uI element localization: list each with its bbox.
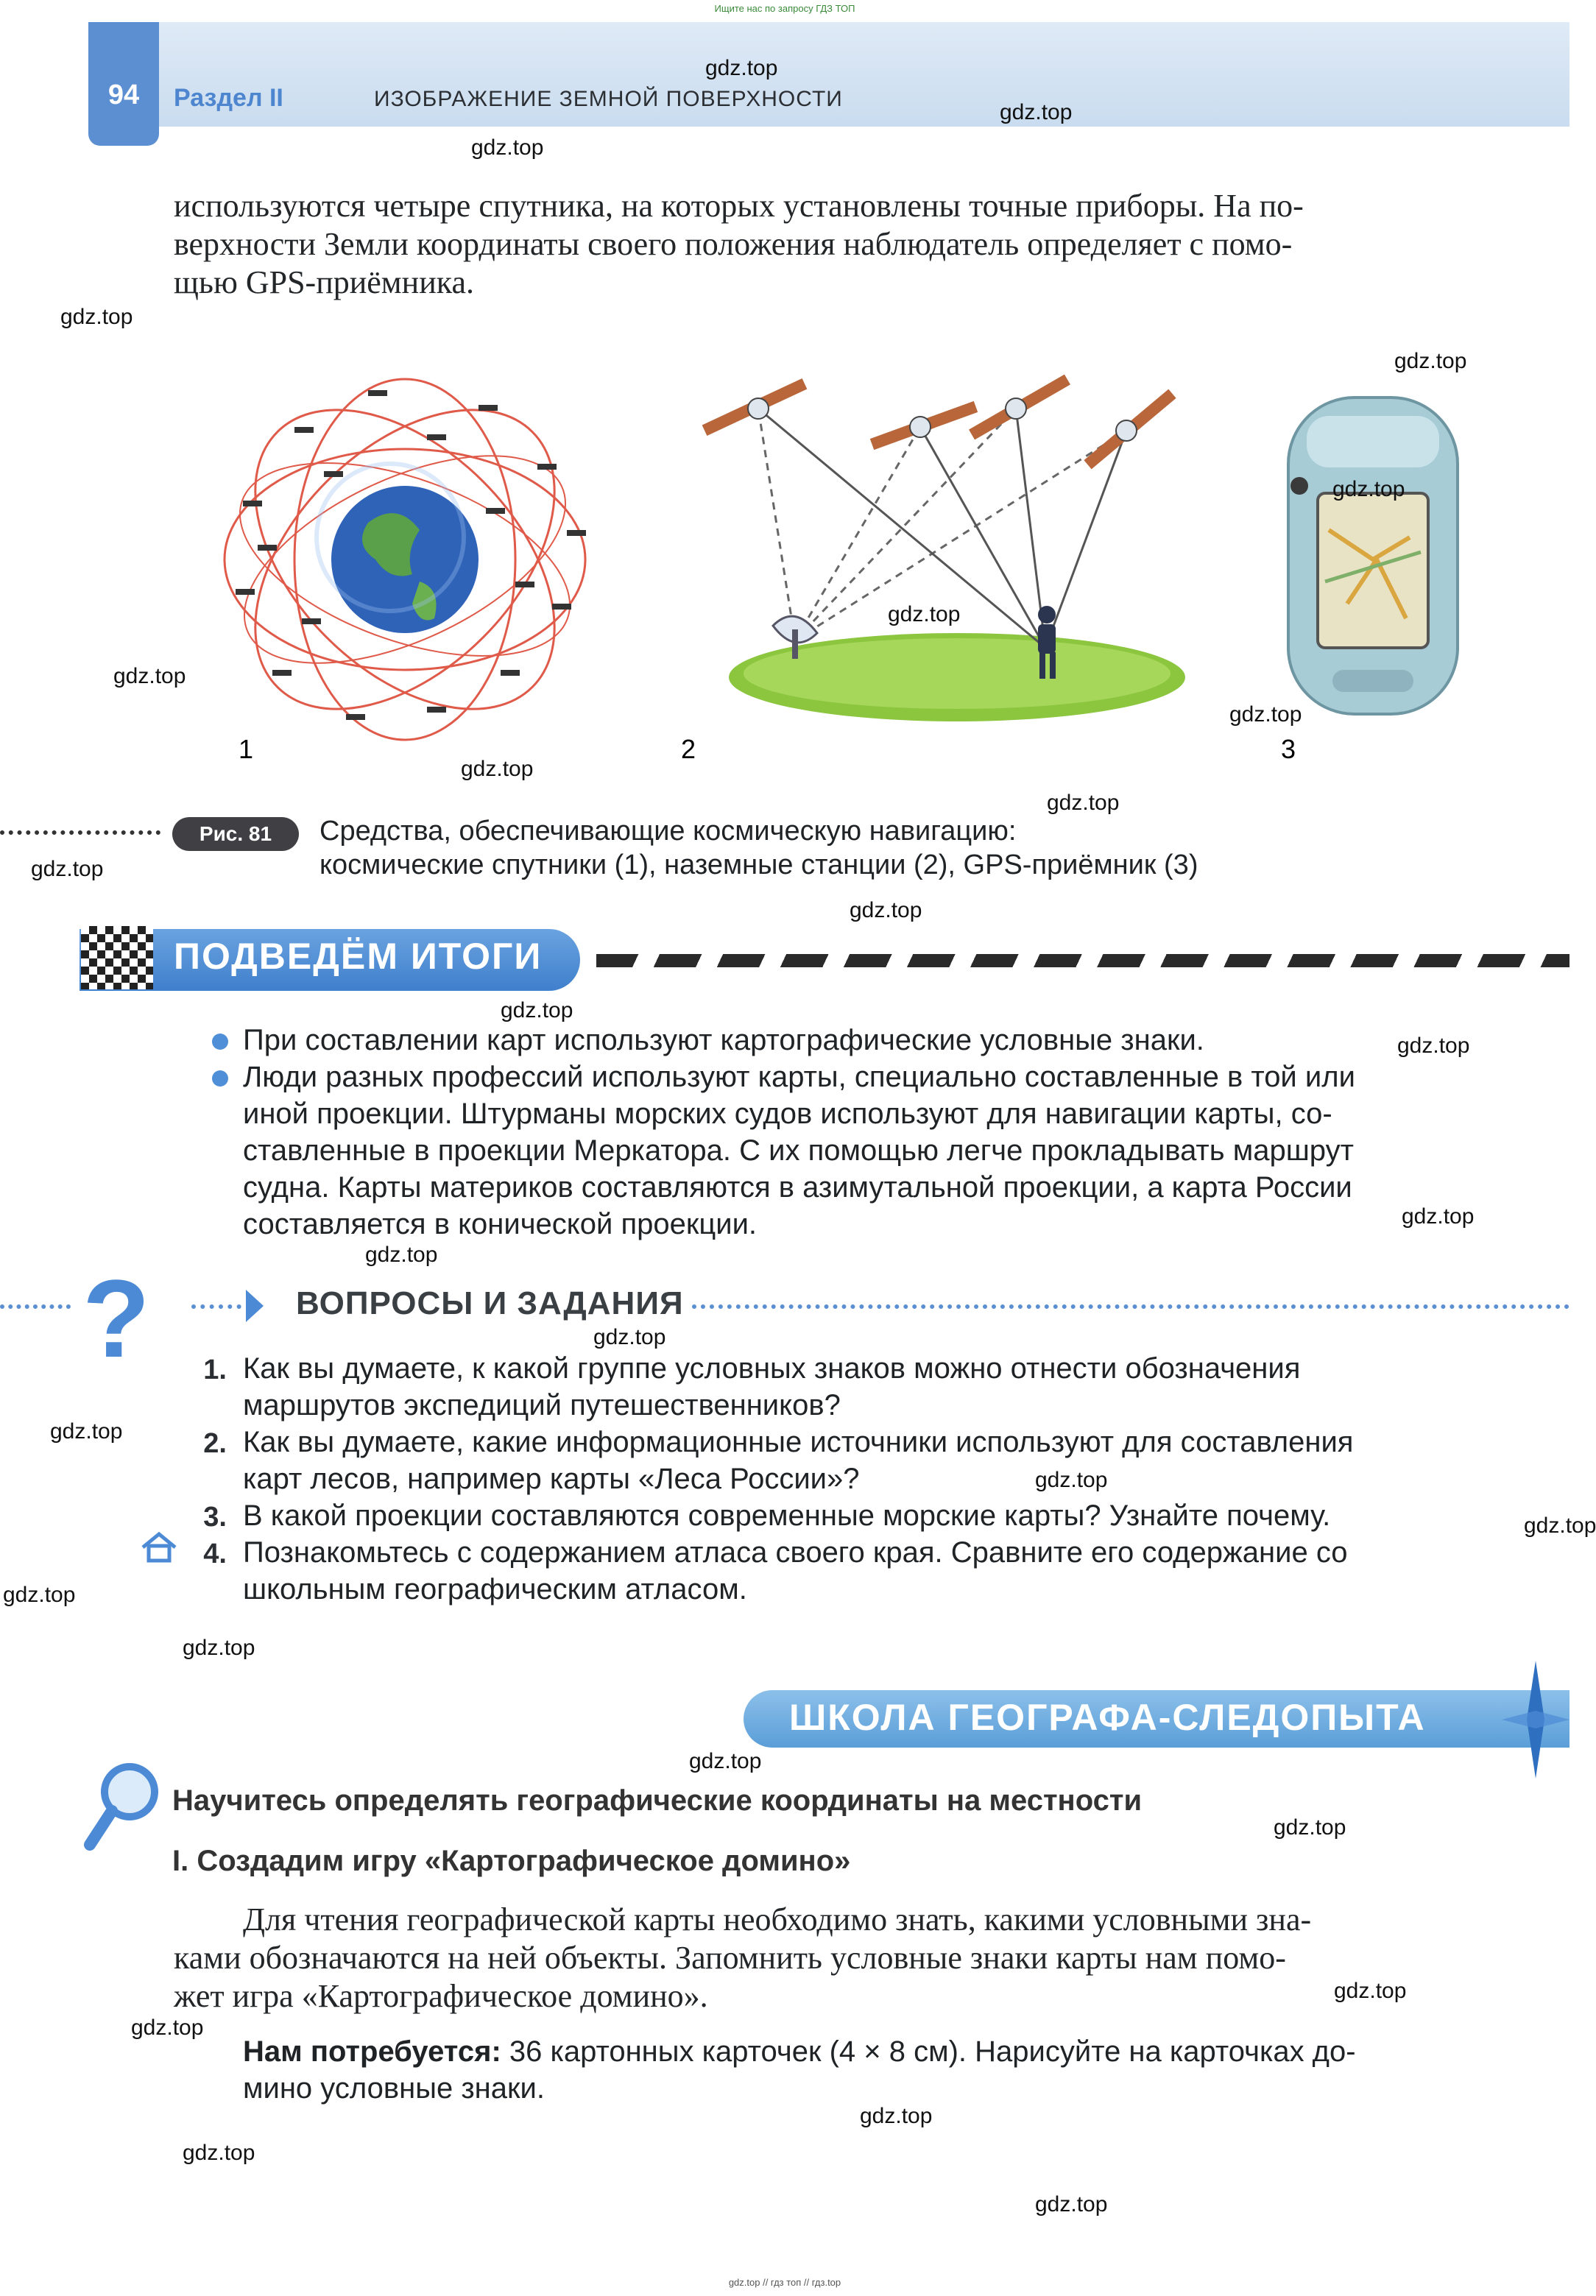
watermark: gdz.top: [1334, 1979, 1407, 2003]
figure-badge: Рис. 81: [172, 817, 299, 851]
school-title: ШКОЛА ГЕОГРАФА-СЛЕДОПЫТА: [789, 1697, 1426, 1738]
watermark: gdz.top: [183, 2141, 255, 2165]
watermark: gdz.top: [461, 757, 534, 781]
question-line: Как вы думаете, какие информационные источники используют для составления: [243, 1426, 1354, 1458]
watermark: gdz.top: [1332, 477, 1405, 501]
checkered-flag-icon: [81, 926, 153, 989]
watermark: gdz.top: [1000, 100, 1073, 124]
top-note: Ищите нас по запросу ГДЗ ТОП: [714, 3, 855, 14]
figure-number-1: 1: [239, 734, 254, 764]
navigation-figure: [184, 361, 1531, 773]
summary-bullet-line: иной проекции. Штурманы морских судов используют для навигации карты, со-: [243, 1098, 1332, 1130]
watermark: gdz.top: [50, 1419, 123, 1444]
question-line: маршрутов экспедиций путешественников?: [243, 1389, 841, 1421]
watermark: gdz.top: [31, 857, 104, 881]
figure-caption-line: Средства, обеспечивающие космическую навигацию:: [319, 816, 1017, 847]
caption-dotted-line: [0, 830, 160, 835]
magnifier-icon: [81, 1759, 162, 1855]
game-paragraph-line: ками обозначаются на ней объекты. Запомнить условные знаки карты нам помо-: [174, 1940, 1286, 1976]
question-number: 1.: [203, 1354, 227, 1385]
figure-caption-line: космические спутники (1), наземные станции (2), GPS-приёмник (3): [319, 849, 1198, 880]
figure-number-2: 2: [681, 734, 696, 764]
house-icon: [140, 1531, 178, 1564]
watermark: gdz.top: [1047, 791, 1120, 815]
intro-line: используются четыре спутника, на которых установлены точные приборы. На по-: [174, 188, 1304, 224]
question-mark-icon: ?: [82, 1257, 150, 1380]
watermark: gdz.top: [705, 56, 778, 80]
question-number: 2.: [203, 1428, 227, 1459]
watermark: gdz.top: [593, 1325, 666, 1349]
watermark: gdz.top: [501, 998, 573, 1022]
satellite-orbits-illustration: [200, 354, 611, 766]
watermark: gdz.top: [3, 1583, 76, 1607]
watermark: gdz.top: [1394, 349, 1467, 373]
watermark: gdz.top: [850, 898, 922, 922]
question-line: В какой проекции составляются современные морские карты? Узнайте почему.: [243, 1500, 1331, 1532]
summary-bullet-line: При составлении карт используют картографические условные знаки.: [243, 1024, 1204, 1056]
watermark: gdz.top: [1397, 1034, 1470, 1058]
section-label: Раздел II: [174, 84, 283, 112]
bullet-dot: [212, 1034, 228, 1050]
watermark: gdz.top: [860, 2104, 933, 2128]
summary-bullet-line: составляется в конической проекции.: [243, 1208, 758, 1240]
figure-number-3: 3: [1281, 734, 1296, 764]
question-line: Познакомьтесь с содержанием атласа своего края. Сравните его содержание со: [243, 1536, 1348, 1569]
summary-bullet-line: Люди разных профессий используют карты, специально составленные в той или: [243, 1061, 1355, 1093]
watermark: gdz.top: [1402, 1204, 1475, 1229]
questions-dotted-line: [0, 1304, 71, 1309]
watermark: gdz.top: [471, 135, 544, 160]
watermark: gdz.top: [365, 1243, 438, 1267]
bullet-dot: [212, 1070, 228, 1087]
gps-receiver-illustration: [1288, 398, 1458, 714]
question-line: карт лесов, например карты «Леса России»?: [243, 1463, 860, 1495]
game-title: I. Создадим игру «Картографическое домино»: [172, 1845, 851, 1877]
need-label: Нам потребуется:: [243, 2035, 501, 2068]
watermark: gdz.top: [1035, 1468, 1108, 1492]
watermark: gdz.top: [1274, 1815, 1346, 1840]
summary-bullet-line: ставленные в проекции Меркатора. С их помощью легче прокладывать маршрут: [243, 1134, 1354, 1167]
watermark: gdz.top: [888, 602, 961, 626]
watermark: gdz.top: [183, 1636, 255, 1660]
game-paragraph-line: Для чтения географической карты необходимо знать, какими условными зна-: [243, 1901, 1312, 1938]
watermark: gdz.top: [689, 1749, 762, 1773]
questions-dotted-line: [191, 1304, 250, 1309]
bottom-note: gdz.top // гдз топ // гдз.top: [728, 2277, 841, 2288]
page-number: 94: [107, 80, 140, 110]
question-line: Как вы думаете, к какой группе условных знаков можно отнести обозначения: [243, 1352, 1301, 1385]
summary-dashes: [596, 954, 1569, 967]
watermark: gdz.top: [1035, 2192, 1108, 2216]
arrow-right-icon: [246, 1290, 264, 1322]
need-line: [243, 2033, 1356, 2070]
learn-title: Научитесь определять географические координаты на местности: [172, 1784, 1143, 1817]
chapter-title: ИЗОБРАЖЕНИЕ ЗЕМНОЙ ПОВЕРХНОСТИ: [374, 87, 843, 111]
watermark: gdz.top: [113, 664, 186, 688]
questions-dotted-line: [692, 1304, 1569, 1309]
watermark: gdz.top: [131, 2016, 204, 2040]
ground-station-illustration: [702, 375, 1185, 721]
questions-title: ВОПРОСЫ И ЗАДАНИЯ: [296, 1285, 684, 1321]
watermark: gdz.top: [1524, 1513, 1596, 1538]
question-number: 3.: [203, 1502, 227, 1533]
watermark: gdz.top: [60, 305, 133, 329]
intro-line: верхности Земли координаты своего положения наблюдатель определяет с помо-: [174, 226, 1293, 262]
summary-title: ПОДВЕДЁМ ИТОГИ: [174, 936, 543, 977]
intro-line: щью GPS-приёмника.: [174, 264, 474, 300]
need-line: мино условные знаки.: [243, 2072, 545, 2105]
question-number: 4.: [203, 1539, 227, 1569]
compass-icon: [1502, 1661, 1569, 1778]
question-line: школьным географическим атласом.: [243, 1573, 747, 1606]
summary-bullet-line: судна. Карты материков составляются в азимутальной проекции, а карта России: [243, 1171, 1352, 1204]
need-text: 36 картонных карточек (4 × 8 см). Нарисуйте на карточках до-: [501, 2035, 1356, 2068]
game-paragraph-line: жет игра «Картографическое домино».: [174, 1978, 708, 2014]
watermark: gdz.top: [1229, 702, 1302, 727]
